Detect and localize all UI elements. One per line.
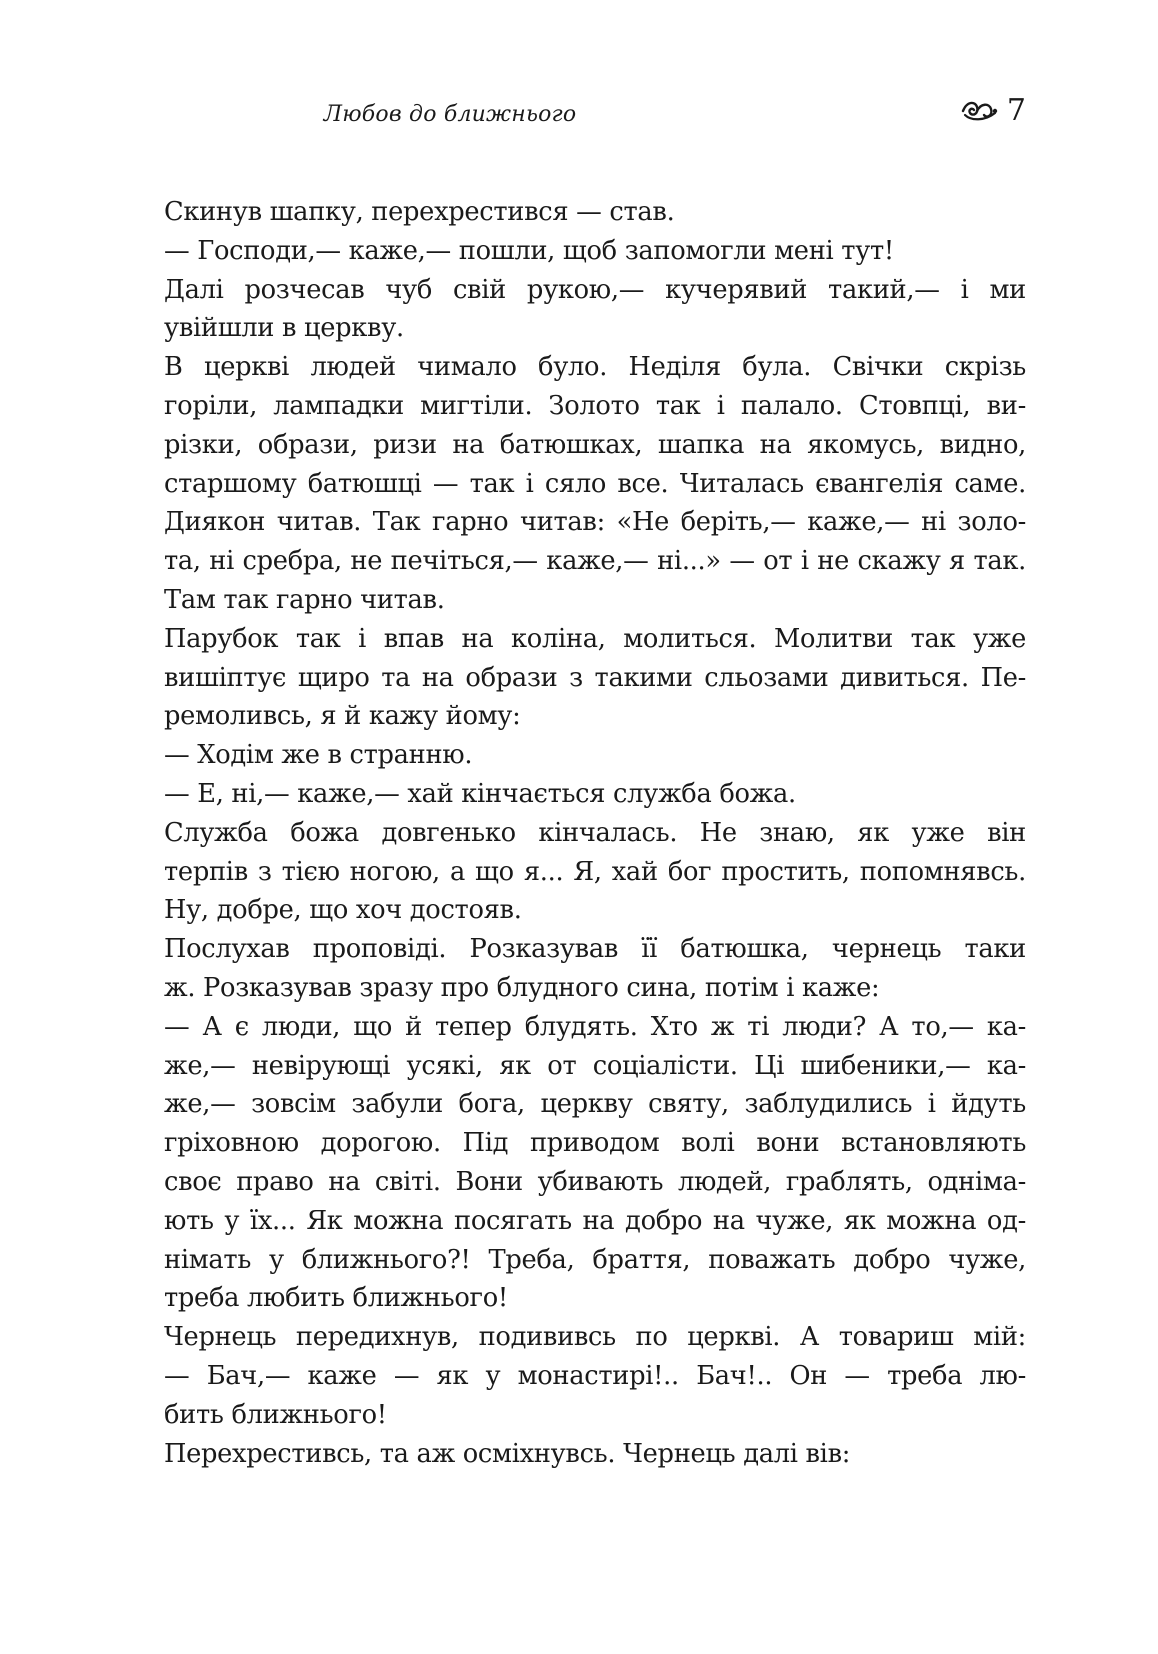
- text-line: Диякон читав. Так гарно читав: «Не беріть,— каже,— ні золо-: [164, 507, 1026, 538]
- text-line: Парубок так і впав на коліна, молиться. Молитви так уже: [164, 623, 1026, 654]
- text-line: терпів з тією ногою, а що я... Я, хай бог простить, попомнявсь.: [164, 856, 1026, 887]
- text-line: Ну, добре, що хоч достояв.: [164, 895, 522, 926]
- text-line: — Ходім же в странню.: [164, 740, 473, 771]
- text-line: вишіптує щиро та на образи з такими сльозами дивиться. Пе-: [164, 662, 1026, 693]
- text-line: Перехрестивсь, та аж осміхнувсь. Чернець далі вів:: [164, 1438, 851, 1469]
- page-header: [160, 93, 1026, 144]
- text-line: В церкві людей чимало було. Неділя була. Свічки скрізь: [164, 352, 1026, 383]
- text-line: Далі розчесав чуб свій рукою,— кучерявий такий,— і ми: [164, 274, 1026, 305]
- text-line: ж. Розказував зразу про блудного сина, потім і каже:: [164, 972, 880, 1003]
- page-number: 7: [1006, 93, 1026, 128]
- text-line: гріховною дорогою. Під приводом волі вони встановляють: [164, 1128, 1026, 1159]
- text-line: — Е, ні,— каже,— хай кінчається служба божа.: [164, 778, 796, 809]
- text-line: Там так гарно читав.: [164, 584, 445, 615]
- text-line: — Бач,— каже — як у монастирі!.. Бач!.. Он — треба лю-: [164, 1360, 1026, 1391]
- text-line: німать у ближнього?! Треба, браття, поважать добро чуже,: [164, 1244, 1026, 1275]
- fleuron-ornament-icon: [959, 97, 999, 125]
- text-line: Чернець передихнув, подививсь по церкві. А товариш мій:: [164, 1322, 1026, 1353]
- text-line: треба любить ближнього!: [164, 1283, 508, 1314]
- body-text: [164, 193, 1026, 1473]
- page-mark: [959, 93, 1026, 128]
- text-line: горіли, лампадки мигтіли. Золото так і палало. Стовпці, ви-: [164, 390, 1026, 421]
- running-title: Любов до ближнього: [323, 102, 577, 127]
- text-line: Скинув шапку, перехрестився — став.: [164, 197, 675, 227]
- text-line: же,— невірующі усякі, як от соціалісти. Ці шибеники,— ка-: [164, 1050, 1026, 1081]
- text-line: ремоливсь, я й кажу йому:: [164, 701, 521, 732]
- text-line: Служба божа довгенько кінчалась. Не знаю, як уже він: [164, 817, 1026, 848]
- text-line: ють у їх... Як можна посягать на добро на чуже, як можна од-: [164, 1205, 1026, 1236]
- text-line: — Господи,— каже,— пошли, щоб запомогли мені тут!: [164, 235, 894, 266]
- text-line: своє право на світі. Вони убивають людей, граблять, одніма-: [164, 1166, 1026, 1197]
- text-line: різки, образи, ризи на батюшках, шапка на якомусь, видно,: [164, 429, 1026, 460]
- text-line: старшому батюшці — так і сяло все. Читалась євангелія саме.: [164, 468, 1026, 499]
- text-line: же,— зовсім забули бога, церкву святу, заблудились і йдуть: [164, 1089, 1026, 1120]
- text-line: та, ні сребра, не печіться,— каже,— ні...» — от і не скажу я так.: [164, 546, 1026, 577]
- text-line: Послухав проповіді. Розказував її батюшка, чернець таки: [164, 934, 1026, 965]
- text-line: увійшли в церкву.: [164, 313, 404, 344]
- text-line: бить ближнього!: [164, 1399, 387, 1430]
- text-line: — А є люди, що й тепер блудять. Хто ж ті люди? А то,— ка-: [164, 1011, 1026, 1042]
